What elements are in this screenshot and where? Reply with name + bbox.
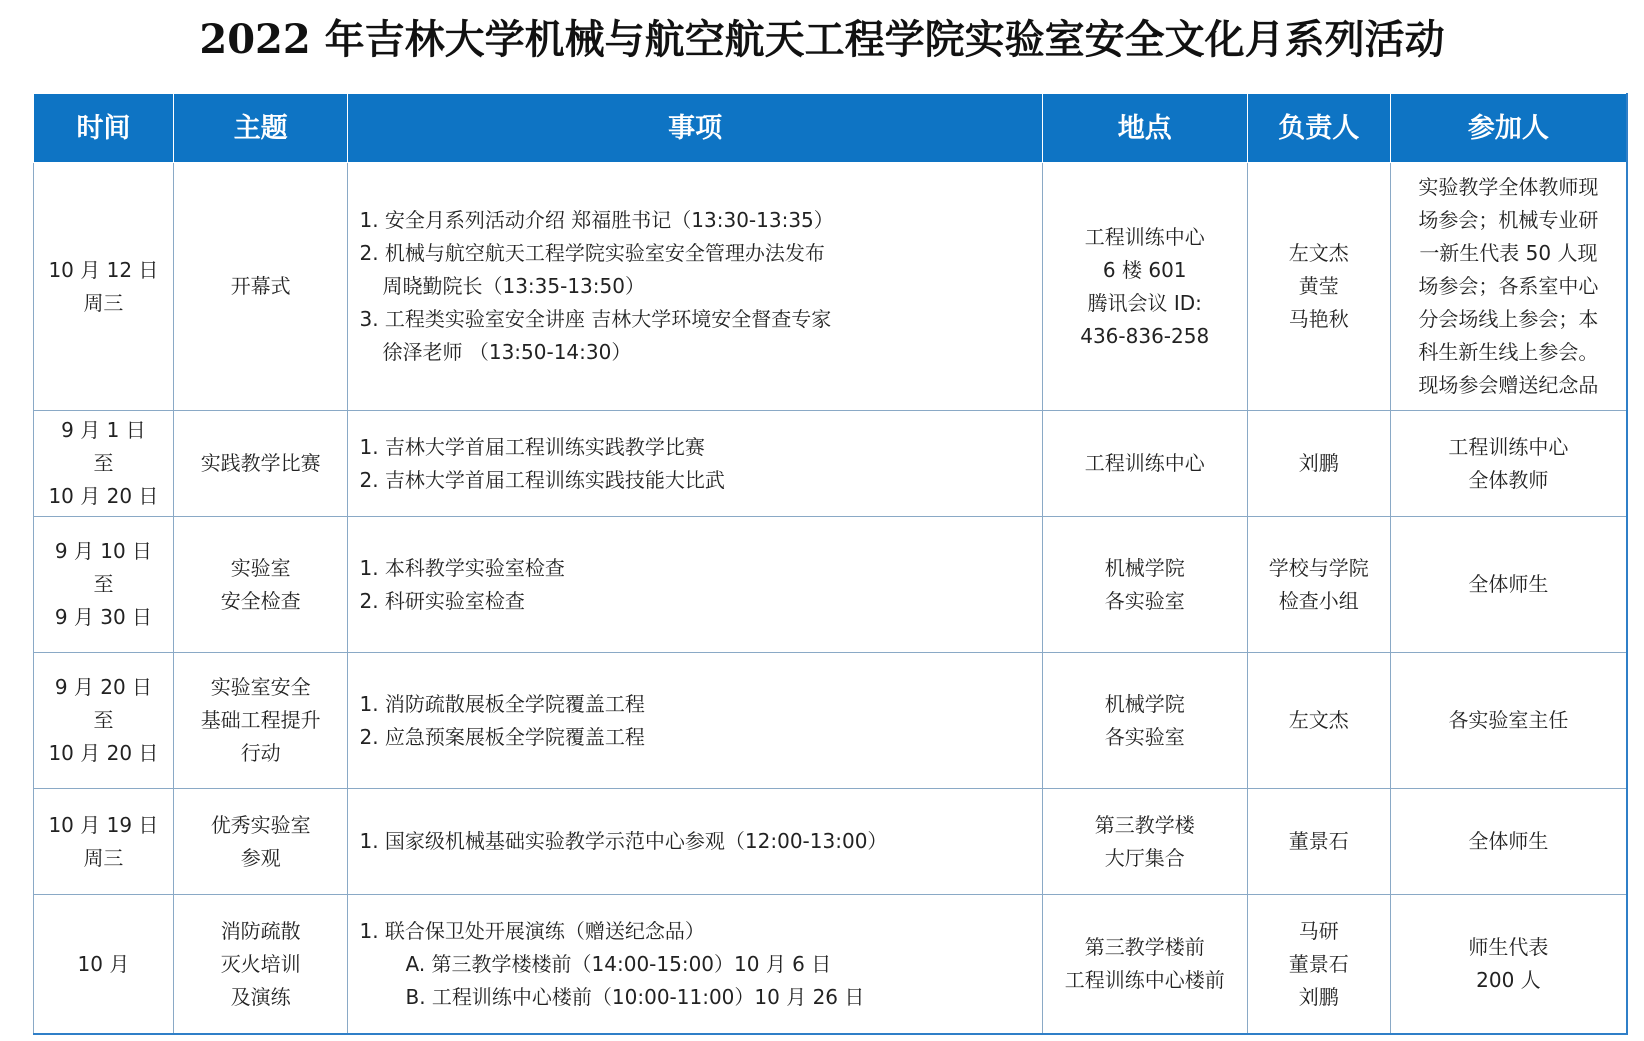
time-cell <box>34 895 174 1035</box>
topic-cell <box>173 517 348 653</box>
item-line: 3. 工程类实验室安全讲座 吉林大学环境安全督查专家 <box>359 307 832 331</box>
table-row <box>34 411 1628 517</box>
participants-cell <box>1390 163 1627 411</box>
participants-cell <box>1390 653 1627 789</box>
leader-cell-line: 马艳秋 <box>1288 307 1349 331</box>
participants-cell <box>1390 411 1627 517</box>
header-topic: 主题 <box>173 94 348 163</box>
table-row <box>34 653 1628 789</box>
leader-cell-line: 董景石 <box>1288 829 1349 853</box>
table-row <box>34 517 1628 653</box>
location-cell <box>1042 517 1247 653</box>
location-cell-line: 6 楼 601 <box>1102 257 1187 282</box>
item-line: 1. 联合保卫处开展演练（赠送纪念品） <box>359 918 705 943</box>
header-items: 事项 <box>348 94 1042 163</box>
leader-cell-line: 检查小组 <box>1278 588 1359 613</box>
time-cell-line: 9 月 20 日 <box>54 675 153 699</box>
location-cell-line: 工程训练中心 <box>1084 451 1205 475</box>
item-line: 2. 科研实验室检查 <box>359 588 525 613</box>
location-cell <box>1042 653 1247 789</box>
items-cell <box>348 653 1042 789</box>
time-cell-line: 10 月 <box>77 951 130 976</box>
topic-cell-line: 基础工程提升 <box>200 708 321 732</box>
topic-cell-line: 参观 <box>240 845 281 870</box>
topic-cell <box>173 653 348 789</box>
leader-cell-line: 学校与学院 <box>1268 555 1369 580</box>
leader-cell-line: 马研 <box>1298 918 1339 943</box>
topic-cell-line: 消防疏散 <box>220 918 301 943</box>
item-line: 1. 安全月系列活动介绍 郑福胜书记（13:30-13:35） <box>359 208 834 232</box>
location-cell-line: 腾讯会议 ID: <box>1087 290 1202 315</box>
item-line: B. 工程训练中心楼前（10:00-11:00）10 月 26 日 <box>405 984 865 1009</box>
location-cell-line: 436-836-258 <box>1080 323 1210 348</box>
table-body <box>34 163 1628 1035</box>
topic-cell-line: 安全检查 <box>220 588 301 613</box>
items-cell <box>348 789 1042 895</box>
time-cell <box>34 517 174 653</box>
participants-cell-line: 各实验室主任 <box>1448 708 1569 732</box>
topic-cell-line: 实验室安全 <box>210 675 311 699</box>
item-line: 1. 吉林大学首届工程训练实践教学比赛 <box>359 434 705 459</box>
participants-cell <box>1390 789 1627 895</box>
participants-cell-line: 现场参会赠送纪念品 <box>1418 373 1599 397</box>
location-cell-line: 机械学院 <box>1104 555 1185 580</box>
items-cell <box>348 163 1042 411</box>
time-cell-line: 10 月 20 日 <box>48 741 159 765</box>
topic-cell <box>173 895 348 1035</box>
participants-cell-line: 全体教师 <box>1468 467 1549 492</box>
topic-cell-line: 开幕式 <box>230 274 291 298</box>
time-cell <box>34 163 174 411</box>
participants-cell-line: 场参会；机械专业研 <box>1418 208 1599 232</box>
participants-cell-line: 场参会；各系室中心 <box>1418 274 1599 298</box>
participants-cell-line: 师生代表 <box>1468 935 1549 959</box>
leader-cell-line: 左文杰 <box>1288 241 1349 265</box>
location-cell <box>1042 411 1247 517</box>
items-cell <box>348 411 1042 517</box>
topic-cell-line: 实践教学比赛 <box>200 451 321 475</box>
location-cell-line: 机械学院 <box>1104 691 1185 716</box>
participants-cell-line: 实验教学全体教师现 <box>1418 175 1599 199</box>
location-cell-line: 工程训练中心 <box>1084 224 1205 249</box>
item-line: 1. 本科教学实验室检查 <box>359 555 565 580</box>
time-cell-line: 至 <box>93 572 114 596</box>
time-cell-line: 至 <box>93 708 114 732</box>
topic-cell-line: 灭火培训 <box>220 951 301 976</box>
item-line: 2. 机械与航空航天工程学院实验室安全管理办法发布 <box>359 241 825 265</box>
time-cell-line: 至 <box>93 451 114 475</box>
time-cell <box>34 789 174 895</box>
time-cell <box>34 653 174 789</box>
leader-cell <box>1247 163 1390 411</box>
participants-cell-line: 200 人 <box>1476 968 1541 992</box>
time-cell <box>34 411 174 517</box>
participants-cell <box>1390 895 1627 1035</box>
location-cell-line: 各实验室 <box>1104 588 1185 613</box>
leader-cell-line: 左文杰 <box>1288 708 1349 732</box>
item-line: A. 第三教学楼楼前（14:00-15:00）10 月 6 日 <box>405 951 832 976</box>
header-location: 地点 <box>1042 94 1247 163</box>
topic-cell <box>173 163 348 411</box>
leader-cell <box>1247 895 1390 1035</box>
table-header-row <box>34 94 1628 163</box>
leader-cell <box>1247 789 1390 895</box>
time-cell-line: 10 月 12 日 <box>48 257 159 282</box>
table-row <box>34 895 1628 1035</box>
topic-cell <box>173 411 348 517</box>
leader-cell <box>1247 411 1390 517</box>
participants-cell-line: 全体师生 <box>1468 829 1549 853</box>
header-participants: 参加人 <box>1390 94 1627 163</box>
participants-cell-line: 科生新生线上参会。 <box>1418 340 1599 364</box>
location-cell-line: 工程训练中心楼前 <box>1064 968 1225 992</box>
leader-cell-line: 刘鹏 <box>1298 451 1339 475</box>
topic-cell <box>173 789 348 895</box>
participants-cell-line: 工程训练中心 <box>1448 434 1569 459</box>
table-row <box>34 163 1628 411</box>
topic-cell-line: 行动 <box>240 741 281 765</box>
leader-cell <box>1247 517 1390 653</box>
topic-cell-line: 实验室 <box>230 555 291 580</box>
location-cell-line: 大厅集合 <box>1104 845 1185 870</box>
leader-cell-line: 黄莹 <box>1298 274 1339 298</box>
participants-cell <box>1390 517 1627 653</box>
topic-cell-line: 优秀实验室 <box>210 812 311 837</box>
leader-cell <box>1247 653 1390 789</box>
header-leader: 负责人 <box>1247 94 1390 163</box>
items-cell <box>348 517 1042 653</box>
time-cell-line: 周三 <box>83 290 124 315</box>
participants-cell-line: 全体师生 <box>1468 572 1549 596</box>
item-line: 周晓勤院长（13:35-13:50） <box>382 274 645 298</box>
location-cell-line: 各实验室 <box>1104 724 1185 749</box>
time-cell-line: 周三 <box>83 845 124 870</box>
item-line: 1. 消防疏散展板全学院覆盖工程 <box>359 691 645 716</box>
item-line: 徐泽老师 （13:50-14:30） <box>382 340 632 364</box>
participants-cell-line: 分会场线上参会；本 <box>1418 307 1599 331</box>
location-cell-line: 第三教学楼前 <box>1084 935 1205 959</box>
items-cell <box>348 895 1042 1035</box>
location-cell <box>1042 163 1247 411</box>
time-cell-line: 10 月 20 日 <box>48 484 159 508</box>
header-time: 时间 <box>34 94 174 163</box>
item-line: 2. 吉林大学首届工程训练实践技能大比武 <box>359 467 725 492</box>
leader-cell-line: 董景石 <box>1288 951 1349 976</box>
location-cell <box>1042 789 1247 895</box>
topic-cell-line: 及演练 <box>230 984 291 1009</box>
item-line: 2. 应急预案展板全学院覆盖工程 <box>359 724 645 749</box>
participants-cell-line: 一新生代表 50 人现 <box>1419 241 1598 265</box>
item-line: 1. 国家级机械基础实验教学示范中心参观（12:00-13:00） <box>359 829 888 853</box>
time-cell-line: 10 月 19 日 <box>48 812 159 837</box>
location-cell-line: 第三教学楼 <box>1094 812 1195 837</box>
location-cell <box>1042 895 1247 1035</box>
time-cell-line: 9 月 30 日 <box>54 605 153 629</box>
page-title: 2022 年吉林大学机械与航空航天工程学院实验室安全文化月系列活动 <box>199 16 1445 63</box>
time-cell-line: 9 月 10 日 <box>54 539 153 563</box>
time-cell-line: 9 月 1 日 <box>61 418 146 442</box>
leader-cell-line: 刘鹏 <box>1298 984 1339 1009</box>
table-row <box>34 789 1628 895</box>
schedule-table <box>33 93 1628 1035</box>
